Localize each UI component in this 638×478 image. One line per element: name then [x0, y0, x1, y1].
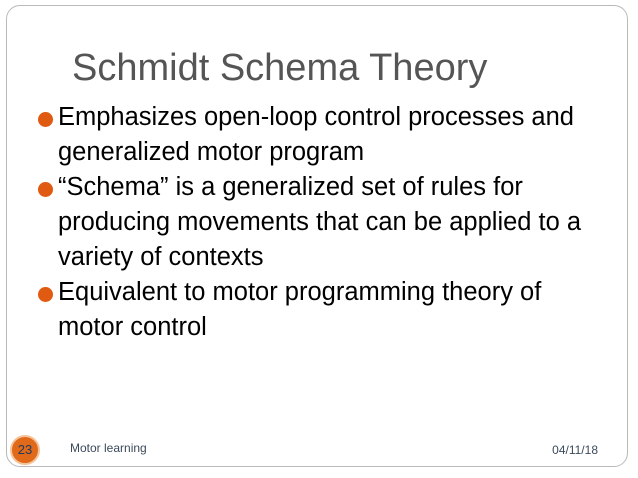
bullet-dot-icon: [38, 182, 53, 197]
bullet-list: [38, 100, 598, 345]
slide-title: Schmidt Schema Theory: [72, 47, 488, 89]
bullet-text: Equivalent to motor programming theory of motor control: [58, 278, 542, 341]
bullet-text: “Schema” is a generalized set of rules for producing movements that can be applied to a variety of contexts: [58, 173, 582, 271]
bullet-text: Emphasizes open-loop control processes and generalized motor program: [58, 103, 574, 166]
footer-topic: Motor learning: [70, 441, 147, 455]
bullet-dot-icon: [38, 287, 53, 302]
bullet-item: [38, 170, 598, 275]
footer-date: 04/11/18: [552, 443, 598, 457]
bullet-item: [38, 100, 598, 170]
page-number-badge: 23: [10, 435, 40, 465]
bullet-dot-icon: [38, 112, 53, 127]
bullet-item: [38, 275, 598, 345]
